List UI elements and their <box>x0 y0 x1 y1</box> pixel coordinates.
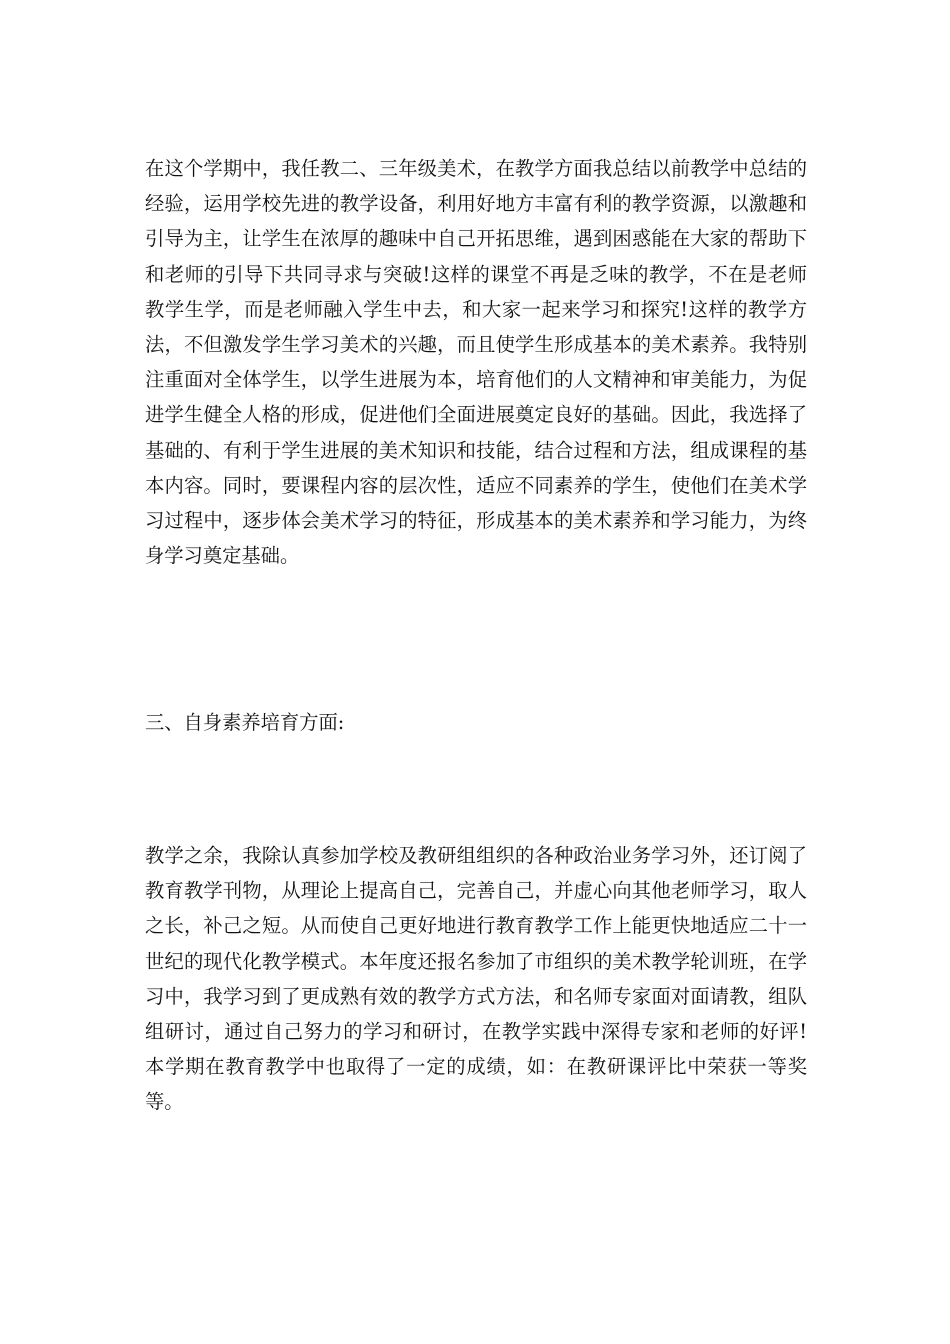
body-paragraph-self-cultivation: 教学之余，我除认真参加学校及教研组组织的各种政治业务学习外，还订阅了教育教学刊物，从理论上提高自己，完善自己，并虚心向其他老师学习，取人之长，补己之短。从而使自己更好地进行教育教学工作上能更快地适应二十一世纪的现代化教学模式。本年度还报名参加了市组织的美术教学轮训班，在学习中，我学习到了更成熟有效的教学方式方法，和名师专家面对面请教，组队组研讨，通过自己努力的学习和研讨，在教学实践中深得专家和老师的好评!本学期在教育教学中也取得了一定的成绩，如：在教研课评比中荣获一等奖等。 <box>145 844 807 1114</box>
section-heading-self-cultivation: 三、自身素养培育方面: <box>145 711 345 734</box>
body-paragraph-teaching: 在这个学期中，我任教二、三年级美术，在教学方面我总结以前教学中总结的经验，运用学校先进的教学设备，利用好地方丰富有利的教学资源，以激趣和引导为主，让学生在浓厚的趣味中自己开拓思维，遇到困惑能在大家的帮助下和老师的引导下共同寻求与突破!这样的课堂不再是乏味的教学，不在是老师教学生学，而是老师融入学生中去，和大家一起来学习和探究!这样的教学方法，不但激发学生学习美术的兴趣，而且使学生形成基本的美术素养。我特别注重面对全体学生，以学生进展为本，培育他们的人文精神和审美能力，为促进学生健全人格的形成，促进他们全面进展奠定良好的基础。因此，我选择了基础的、有利于学生进展的美术知识和技能，结合过程和方法，组成课程的基本内容。同时，要课程内容的层次性，适应不同素养的学生，使他们在美术学习过程中，逐步体会美术学习的特征，形成基本的美术素养和学习能力，为终身学习奠定基础。 <box>145 157 807 568</box>
